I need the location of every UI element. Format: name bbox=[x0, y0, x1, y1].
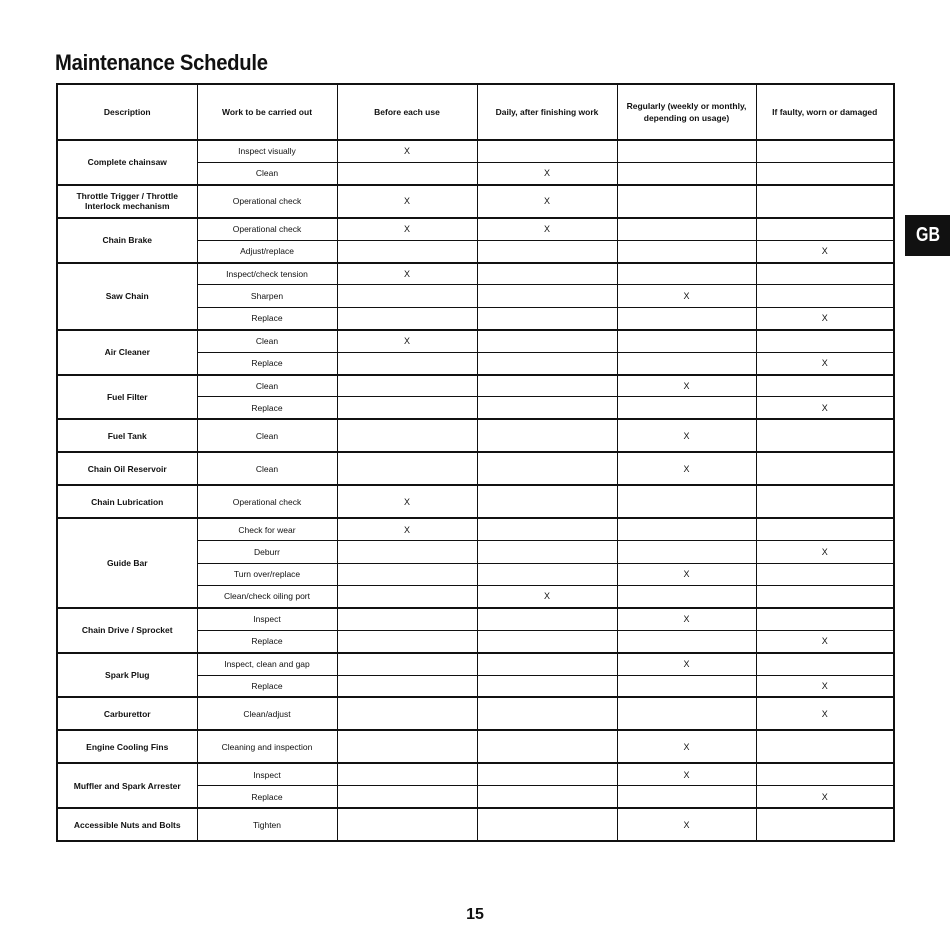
header-if-faulty: If faulty, worn or damaged bbox=[756, 84, 894, 140]
empty-cell bbox=[756, 763, 894, 785]
work-cell: Inspect/check tension bbox=[197, 263, 337, 285]
table-header-row bbox=[57, 84, 894, 140]
work-cell: Inspect visually bbox=[197, 140, 337, 162]
empty-cell bbox=[337, 375, 477, 397]
check-mark-cell: X bbox=[337, 140, 477, 162]
empty-cell bbox=[477, 518, 617, 540]
work-cell: Clean/adjust bbox=[197, 697, 337, 730]
empty-cell bbox=[477, 397, 617, 419]
empty-cell bbox=[337, 240, 477, 262]
empty-cell bbox=[477, 307, 617, 329]
check-mark-cell: X bbox=[617, 375, 756, 397]
header-regularly: Regularly (weekly or monthly, depending on usage) bbox=[617, 84, 756, 140]
empty-cell bbox=[337, 585, 477, 607]
empty-cell bbox=[617, 585, 756, 607]
empty-cell bbox=[337, 730, 477, 763]
check-mark-cell: X bbox=[617, 452, 756, 485]
empty-cell bbox=[756, 730, 894, 763]
description-cell: Chain Brake bbox=[57, 218, 197, 263]
empty-cell bbox=[617, 218, 756, 240]
empty-cell bbox=[756, 585, 894, 607]
empty-cell bbox=[477, 485, 617, 518]
empty-cell bbox=[477, 285, 617, 307]
check-mark-cell: X bbox=[756, 397, 894, 419]
description-cell: Spark Plug bbox=[57, 653, 197, 698]
check-mark-cell: X bbox=[477, 218, 617, 240]
work-cell: Clean bbox=[197, 162, 337, 184]
empty-cell bbox=[337, 563, 477, 585]
empty-cell bbox=[617, 786, 756, 808]
check-mark-cell: X bbox=[617, 653, 756, 675]
page-title: Maintenance Schedule bbox=[55, 50, 268, 75]
description-cell: Chain Lubrication bbox=[57, 485, 197, 518]
check-mark-cell: X bbox=[617, 563, 756, 585]
empty-cell bbox=[337, 541, 477, 563]
table-row bbox=[57, 763, 894, 785]
empty-cell bbox=[337, 608, 477, 630]
check-mark-cell: X bbox=[756, 240, 894, 262]
page-number: 15 bbox=[466, 906, 484, 923]
empty-cell bbox=[756, 653, 894, 675]
empty-cell bbox=[337, 162, 477, 184]
maintenance-schedule-table bbox=[56, 83, 895, 842]
check-mark-cell: X bbox=[477, 185, 617, 218]
empty-cell bbox=[756, 162, 894, 184]
work-cell: Operational check bbox=[197, 218, 337, 240]
empty-cell bbox=[337, 653, 477, 675]
table-body bbox=[57, 140, 894, 841]
empty-cell bbox=[477, 630, 617, 652]
empty-cell bbox=[337, 630, 477, 652]
work-cell: Turn over/replace bbox=[197, 563, 337, 585]
empty-cell bbox=[617, 185, 756, 218]
check-mark-cell: X bbox=[617, 608, 756, 630]
check-mark-cell: X bbox=[756, 697, 894, 730]
check-mark-cell: X bbox=[617, 285, 756, 307]
work-cell: Sharpen bbox=[197, 285, 337, 307]
empty-cell bbox=[337, 697, 477, 730]
empty-cell bbox=[477, 763, 617, 785]
description-cell: Chain Oil Reservoir bbox=[57, 452, 197, 485]
empty-cell bbox=[756, 140, 894, 162]
check-mark-cell: X bbox=[756, 675, 894, 697]
work-cell: Tighten bbox=[197, 808, 337, 841]
work-cell: Inspect, clean and gap bbox=[197, 653, 337, 675]
empty-cell bbox=[617, 485, 756, 518]
work-cell: Replace bbox=[197, 675, 337, 697]
description-cell: Air Cleaner bbox=[57, 330, 197, 375]
language-tab-label: GB bbox=[915, 224, 940, 246]
empty-cell bbox=[617, 697, 756, 730]
description-cell: Muffler and Spark Arrester bbox=[57, 763, 197, 808]
empty-cell bbox=[477, 608, 617, 630]
description-cell: Saw Chain bbox=[57, 263, 197, 330]
table-row bbox=[57, 218, 894, 240]
work-cell: Replace bbox=[197, 352, 337, 374]
empty-cell bbox=[756, 218, 894, 240]
empty-cell bbox=[337, 786, 477, 808]
empty-cell bbox=[337, 307, 477, 329]
empty-cell bbox=[617, 263, 756, 285]
description-cell: Guide Bar bbox=[57, 518, 197, 608]
check-mark-cell: X bbox=[337, 185, 477, 218]
header-description: Description bbox=[57, 84, 197, 140]
check-mark-cell: X bbox=[756, 352, 894, 374]
work-cell: Replace bbox=[197, 786, 337, 808]
empty-cell bbox=[337, 419, 477, 452]
empty-cell bbox=[477, 263, 617, 285]
empty-cell bbox=[477, 541, 617, 563]
work-cell: Cleaning and inspection bbox=[197, 730, 337, 763]
check-mark-cell: X bbox=[617, 763, 756, 785]
work-cell: Check for wear bbox=[197, 518, 337, 540]
work-cell: Clean/check oiling port bbox=[197, 585, 337, 607]
table-row bbox=[57, 263, 894, 285]
empty-cell bbox=[756, 608, 894, 630]
table-row bbox=[57, 485, 894, 518]
empty-cell bbox=[756, 419, 894, 452]
empty-cell bbox=[337, 675, 477, 697]
empty-cell bbox=[756, 485, 894, 518]
empty-cell bbox=[477, 375, 617, 397]
empty-cell bbox=[617, 140, 756, 162]
check-mark-cell: X bbox=[337, 485, 477, 518]
check-mark-cell: X bbox=[617, 730, 756, 763]
empty-cell bbox=[477, 419, 617, 452]
table-row bbox=[57, 375, 894, 397]
table-row bbox=[57, 653, 894, 675]
description-cell: Fuel Filter bbox=[57, 375, 197, 420]
table-row bbox=[57, 185, 894, 218]
work-cell: Replace bbox=[197, 630, 337, 652]
description-cell: Complete chainsaw bbox=[57, 140, 197, 185]
empty-cell bbox=[477, 808, 617, 841]
check-mark-cell: X bbox=[337, 218, 477, 240]
empty-cell bbox=[617, 162, 756, 184]
description-cell: Fuel Tank bbox=[57, 419, 197, 452]
empty-cell bbox=[756, 375, 894, 397]
table-row bbox=[57, 330, 894, 352]
check-mark-cell: X bbox=[337, 518, 477, 540]
check-mark-cell: X bbox=[756, 307, 894, 329]
empty-cell bbox=[477, 330, 617, 352]
table-row bbox=[57, 452, 894, 485]
empty-cell bbox=[477, 563, 617, 585]
empty-cell bbox=[477, 730, 617, 763]
empty-cell bbox=[756, 518, 894, 540]
table-row bbox=[57, 808, 894, 841]
work-cell: Deburr bbox=[197, 541, 337, 563]
empty-cell bbox=[756, 563, 894, 585]
table-row bbox=[57, 518, 894, 540]
check-mark-cell: X bbox=[337, 330, 477, 352]
empty-cell bbox=[756, 330, 894, 352]
empty-cell bbox=[756, 808, 894, 841]
empty-cell bbox=[617, 330, 756, 352]
work-cell: Adjust/replace bbox=[197, 240, 337, 262]
work-cell: Replace bbox=[197, 397, 337, 419]
empty-cell bbox=[337, 452, 477, 485]
description-cell: Throttle Trigger / Throttle Interlock mechanism bbox=[57, 185, 197, 218]
table-row bbox=[57, 608, 894, 630]
empty-cell bbox=[477, 675, 617, 697]
table-row bbox=[57, 730, 894, 763]
header-before-each-use: Before each use bbox=[337, 84, 477, 140]
table-row bbox=[57, 697, 894, 730]
header-daily: Daily, after finishing work bbox=[477, 84, 617, 140]
empty-cell bbox=[617, 397, 756, 419]
check-mark-cell: X bbox=[756, 541, 894, 563]
work-cell: Operational check bbox=[197, 485, 337, 518]
header-work: Work to be carried out bbox=[197, 84, 337, 140]
work-cell: Replace bbox=[197, 307, 337, 329]
empty-cell bbox=[477, 653, 617, 675]
empty-cell bbox=[337, 352, 477, 374]
empty-cell bbox=[477, 697, 617, 730]
work-cell: Clean bbox=[197, 330, 337, 352]
empty-cell bbox=[617, 630, 756, 652]
empty-cell bbox=[756, 185, 894, 218]
work-cell: Clean bbox=[197, 452, 337, 485]
work-cell: Operational check bbox=[197, 185, 337, 218]
empty-cell bbox=[337, 397, 477, 419]
work-cell: Inspect bbox=[197, 608, 337, 630]
empty-cell bbox=[477, 452, 617, 485]
empty-cell bbox=[337, 808, 477, 841]
empty-cell bbox=[337, 285, 477, 307]
empty-cell bbox=[756, 263, 894, 285]
empty-cell bbox=[477, 240, 617, 262]
description-cell: Engine Cooling Fins bbox=[57, 730, 197, 763]
check-mark-cell: X bbox=[337, 263, 477, 285]
table-row bbox=[57, 140, 894, 162]
language-tab bbox=[905, 215, 950, 256]
empty-cell bbox=[477, 140, 617, 162]
empty-cell bbox=[756, 452, 894, 485]
work-cell: Clean bbox=[197, 419, 337, 452]
empty-cell bbox=[756, 285, 894, 307]
empty-cell bbox=[617, 541, 756, 563]
empty-cell bbox=[617, 307, 756, 329]
check-mark-cell: X bbox=[477, 162, 617, 184]
work-cell: Inspect bbox=[197, 763, 337, 785]
check-mark-cell: X bbox=[477, 585, 617, 607]
check-mark-cell: X bbox=[617, 419, 756, 452]
empty-cell bbox=[617, 675, 756, 697]
description-cell: Accessible Nuts and Bolts bbox=[57, 808, 197, 841]
check-mark-cell: X bbox=[617, 808, 756, 841]
work-cell: Clean bbox=[197, 375, 337, 397]
empty-cell bbox=[337, 763, 477, 785]
description-cell: Carburettor bbox=[57, 697, 197, 730]
check-mark-cell: X bbox=[756, 630, 894, 652]
empty-cell bbox=[617, 240, 756, 262]
empty-cell bbox=[617, 352, 756, 374]
check-mark-cell: X bbox=[756, 786, 894, 808]
empty-cell bbox=[617, 518, 756, 540]
description-cell: Chain Drive / Sprocket bbox=[57, 608, 197, 653]
empty-cell bbox=[477, 786, 617, 808]
table-row bbox=[57, 419, 894, 452]
empty-cell bbox=[477, 352, 617, 374]
